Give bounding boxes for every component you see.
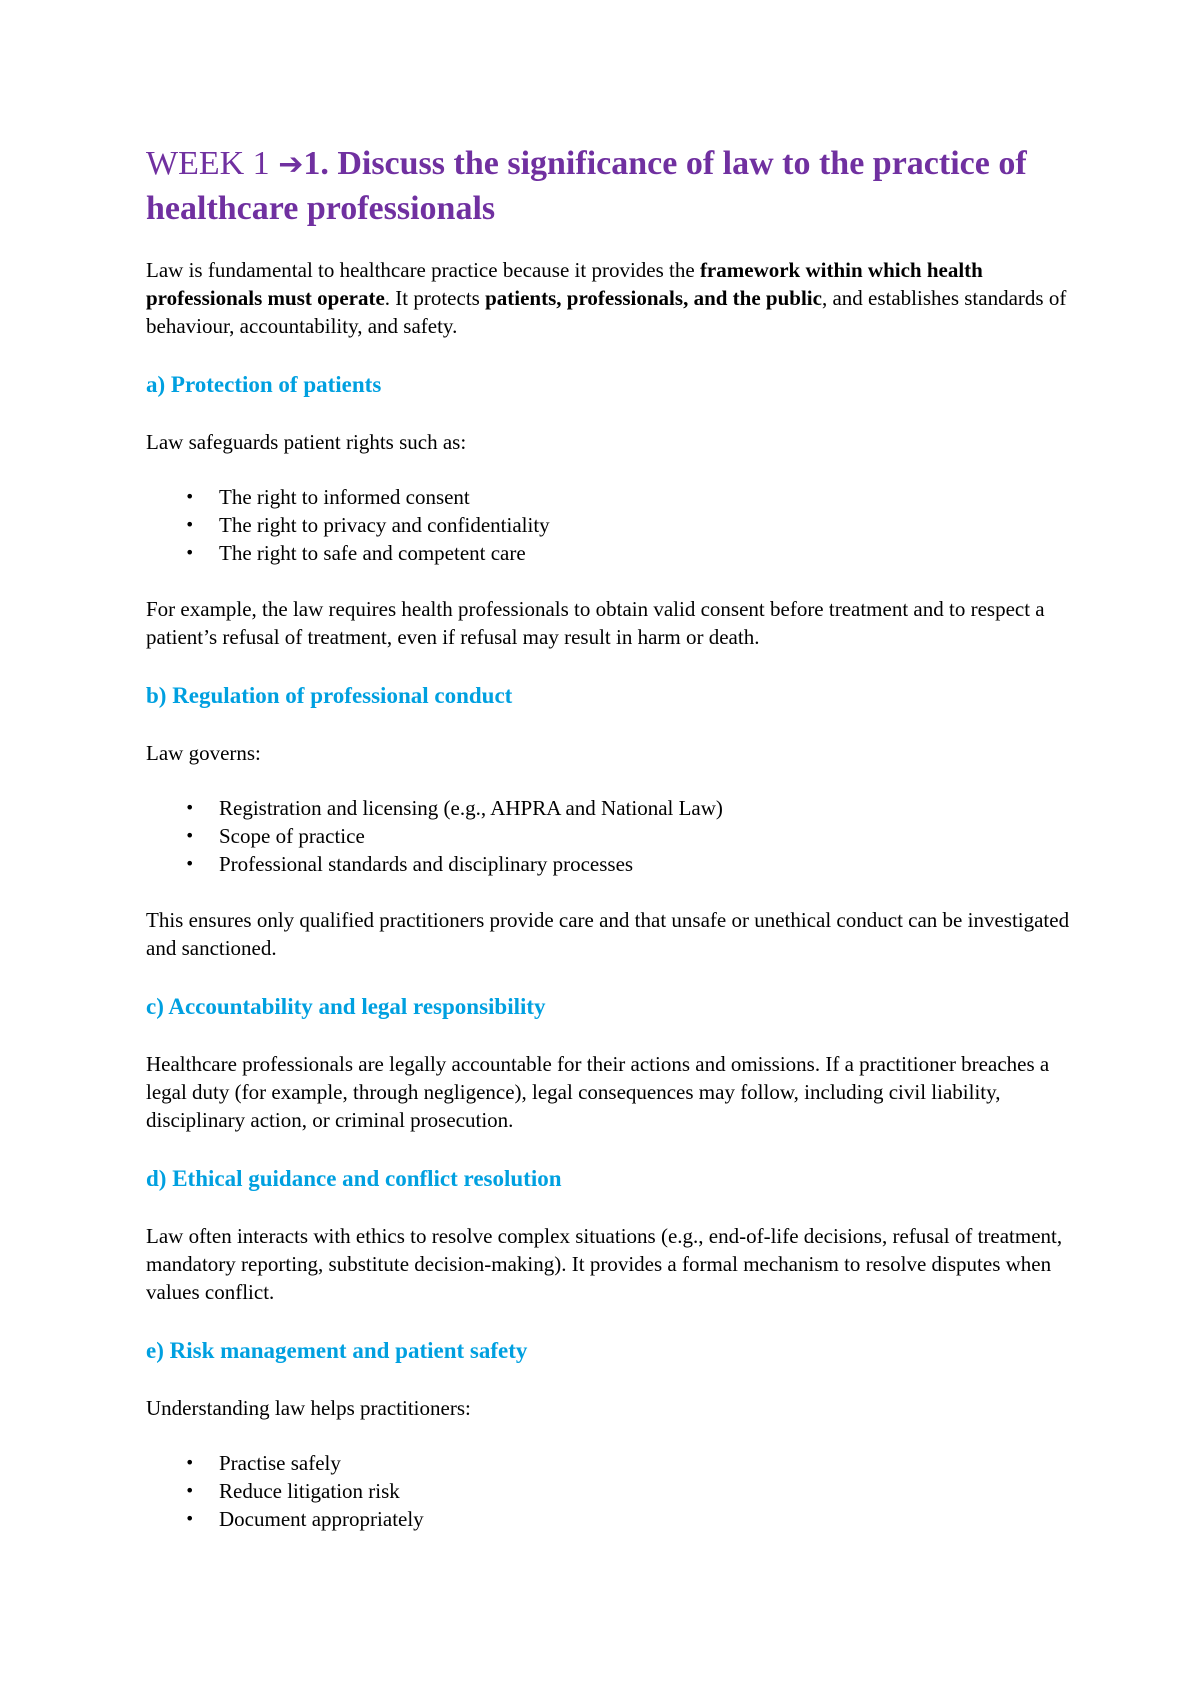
list-item	[146, 511, 1086, 539]
section-e-lead: Understanding law helps practitioners:	[146, 1396, 471, 1420]
list-item	[146, 1505, 1086, 1533]
list-item-text: The right to safe and competent care	[219, 541, 526, 565]
list-item-text: Scope of practice	[219, 824, 365, 848]
list-item	[146, 1477, 1086, 1505]
section-b-list	[146, 794, 1086, 878]
document-content	[146, 142, 1086, 1533]
list-item	[146, 794, 1086, 822]
intro-paragraph	[146, 256, 1086, 340]
intro-part1: Law is fundamental to healthcare practice because it provides the	[146, 258, 700, 282]
bullet-icon: •	[185, 487, 195, 506]
page-title	[146, 142, 1086, 231]
list-item-text: Professional standards and disciplinary processes	[219, 852, 634, 876]
list-item-text: Document appropriately	[219, 1507, 424, 1531]
section-e-list	[146, 1449, 1086, 1533]
section-b-heading: b) Regulation of professional conduct	[146, 683, 513, 708]
section-a-after: For example, the law requires health professionals to obtain valid consent before treatment and to respect a patient’s refusal of treatment, even if refusal may result in harm or death.	[146, 597, 1045, 649]
bullet-icon: •	[185, 854, 195, 873]
intro-part2: . It protects	[384, 286, 486, 310]
bullet-icon: •	[185, 1509, 195, 1528]
arrow-icon: ➔	[278, 147, 304, 182]
intro-part3: , and establishes standards of behaviour, accountability, and safety.	[146, 286, 1067, 338]
section-c-body: Healthcare professionals are legally accountable for their actions and omissions. If a practitioner breaches a legal duty (for example, through negligence), legal consequences may follow, including civil liability, disciplinary action, or criminal prosecution.	[146, 1052, 1050, 1132]
section-c-heading: c) Accountability and legal responsibility	[146, 994, 546, 1019]
section-a-lead: Law safeguards patient rights such as:	[146, 430, 467, 454]
list-item-text: Registration and licensing (e.g., AHPRA and National Law)	[219, 796, 723, 820]
bullet-icon: •	[185, 543, 195, 562]
title-week: WEEK 1	[146, 145, 270, 182]
section-b-after: This ensures only qualified practitioners provide care and that unsafe or unethical conduct can be investigated and sanctioned.	[146, 908, 1070, 960]
list-item-text: Reduce litigation risk	[219, 1479, 400, 1503]
list-item	[146, 539, 1086, 567]
intro-bold2: patients, professionals, and the public	[485, 286, 822, 310]
bullet-icon: •	[185, 1481, 195, 1500]
list-item-text: The right to privacy and confidentiality	[219, 513, 550, 537]
bullet-icon: •	[185, 1453, 195, 1472]
bullet-icon: •	[185, 798, 195, 817]
bullet-icon: •	[185, 826, 195, 845]
bullet-icon: •	[185, 515, 195, 534]
section-a-list	[146, 483, 1086, 567]
title-text: 1. Discuss the significance of law to the practice of healthcare professionals	[146, 145, 1027, 227]
section-a-heading: a) Protection of patients	[146, 372, 382, 397]
list-item	[146, 483, 1086, 511]
section-b-lead: Law governs:	[146, 741, 261, 765]
section-e-heading: e) Risk management and patient safety	[146, 1338, 528, 1363]
list-item-text: The right to informed consent	[219, 485, 470, 509]
list-item	[146, 822, 1086, 850]
list-item	[146, 850, 1086, 878]
list-item	[146, 1449, 1086, 1477]
section-d-body: Law often interacts with ethics to resolve complex situations (e.g., end-of-life decisions, refusal of treatment, mandatory reporting, substitute decision-making). It provides a formal mechanism to resolve disputes when values conflict.	[146, 1224, 1063, 1304]
list-item-text: Practise safely	[219, 1451, 341, 1475]
section-d-heading: d) Ethical guidance and conflict resolution	[146, 1166, 562, 1191]
intro-bold1: framework within which health professionals must operate	[146, 258, 983, 310]
